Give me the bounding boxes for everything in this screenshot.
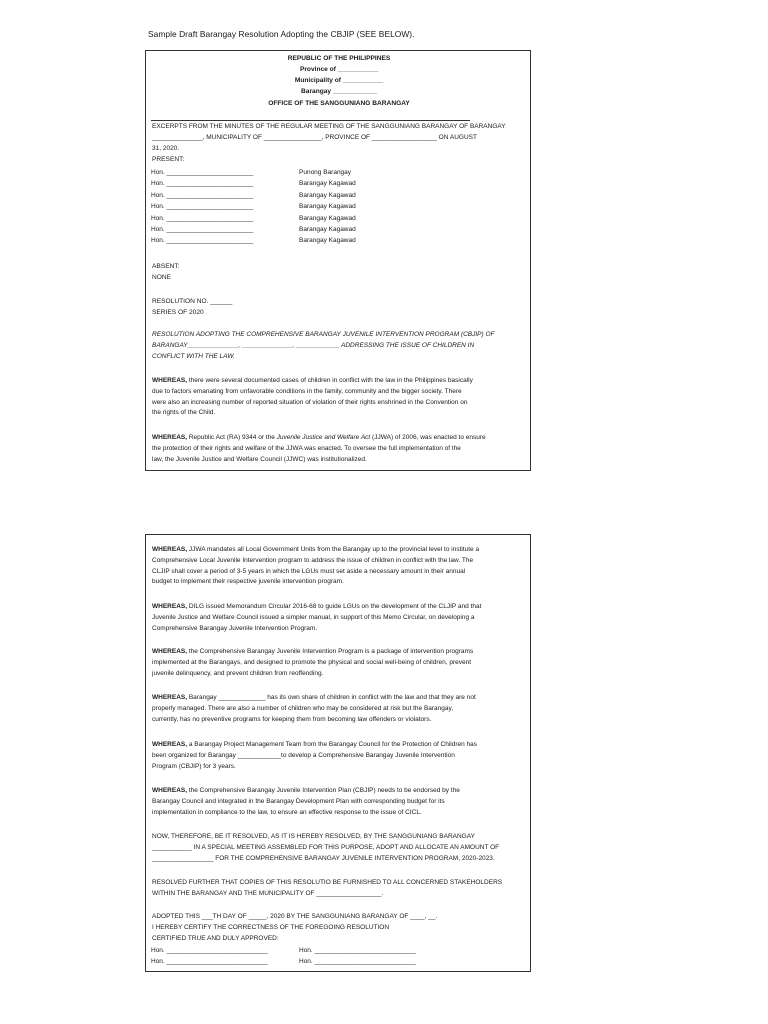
adopted-line: ADOPTED THIS ___TH DAY OF _____, 2020 BY THE SANGGUNIANG BARANGAY OF ____, __. xyxy=(152,913,438,920)
whereas-text: implemented at the Barangays, and designed to promote the physical and social well-being of children, prevent xyxy=(152,658,472,666)
whereas-text: Barangay Council and integrated in the Barangay Development Plan with corresponding budget for its xyxy=(152,797,445,805)
member-role: Punong Barangay xyxy=(299,169,352,176)
signatory-left: Hon. ____________________________ xyxy=(151,947,268,954)
adopted-paragraph xyxy=(152,912,524,944)
resolved-further-paragraph xyxy=(152,878,524,900)
whereas-paragraph xyxy=(152,602,524,634)
whereas-paragraph xyxy=(152,647,524,679)
whereas-text: properly managed. There are also a number of children who may be considered at risk but the Barangay, xyxy=(152,704,454,712)
resolution-page-2 xyxy=(145,534,531,972)
resolved-paragraph xyxy=(152,832,524,864)
whereas-text: the Comprehensive Barangay Juvenile Intervention Plan (CBJIP) needs to be endorsed by the xyxy=(188,787,460,794)
whereas-text: Comprehensive Local Juvenile Intervention program to address the issue of children in conflict with the law. The xyxy=(152,556,474,564)
whereas-text: there were several documented cases of children in conflict with the law in the Philippines basically xyxy=(188,377,473,384)
whereas-text: Juvenile Justice and Welfare Council issued a simpler manual, in support of this Memo Circular, on developing a xyxy=(152,613,475,621)
whereas-text: Barangay _____________ has its own share of children in conflict with the law and that they are not xyxy=(188,694,476,701)
adopted-line: I HEREBY CERTIFY THE CORRECTNESS OF THE FOREGOING RESOLUTION xyxy=(152,923,390,931)
whereas-paragraph xyxy=(152,545,524,588)
whereas-lead: WHEREAS, xyxy=(152,546,188,553)
whereas-lead: WHEREAS, xyxy=(152,648,188,655)
whereas-text: a Barangay Project Management Team from the Barangay Council for the Protection of Children has xyxy=(188,741,478,748)
whereas-text: budget to implement their respective juvenile intervention program. xyxy=(152,578,344,586)
excerpts-line: 31, 2020. xyxy=(152,144,180,152)
signatory-row xyxy=(151,956,416,967)
whereas-text: the rights of the Child. xyxy=(152,409,216,417)
whereas-lead: WHEREAS, xyxy=(152,694,188,701)
member-name: Hon. ________________________ xyxy=(151,191,254,199)
whereas-text: were also an increasing number of reported situation of violation of their rights enshrined in the Convention on xyxy=(152,398,468,406)
whereas-text: CLJIP shall cover a period of 3-5 years in which the LGUs must set aside a necessary amount in their annual xyxy=(152,567,466,575)
resolved-line: ___________ IN A SPECIAL MEETING ASSEMBLED FOR THIS PURPOSE, ADOPT AND ALLOCATE AN AMOUNT OF xyxy=(152,843,500,851)
whereas-text: implementation in compliance to the law, to ensure an effective response to the issue of CICL. xyxy=(152,808,422,816)
adopted-line: CERTIFIED TRUE AND DULY APPROVED: xyxy=(152,934,279,942)
header-republic: REPUBLIC OF THE PHILIPPINES xyxy=(287,55,391,62)
whereas-text: currently, has no preventive programs for keeping them from becoming law offenders or violators. xyxy=(152,715,432,723)
whereas-text: DILG issued Memorandum Circular 2016-68 to guide LGUs on the development of the CLJIP and that xyxy=(188,603,482,610)
resolution-series: SERIES OF 2020 xyxy=(152,309,204,316)
member-name: Hon. ________________________ xyxy=(151,180,254,188)
excerpts-line: EXCERPTS FROM THE MINUTES OF THE REGULAR MEETING OF THE SANGGUNIANG BARANGAY OF BARANGAY xyxy=(152,123,506,130)
whereas-text: due to factors emanating from unfavorable conditions in the family, community and the bigger society. There xyxy=(152,387,462,395)
whereas-paragraph xyxy=(152,786,524,818)
member-name: Hon. ________________________ xyxy=(151,225,254,233)
member-row xyxy=(151,213,356,224)
member-role: Barangay Kagawad xyxy=(299,225,356,233)
member-role: Barangay Kagawad xyxy=(299,237,356,245)
member-name: Hon. ________________________ xyxy=(151,203,254,211)
header-barangay: Barangay ____________ xyxy=(301,88,377,95)
member-name: Hon. ________________________ xyxy=(151,169,254,176)
member-name: Hon. ________________________ xyxy=(151,237,254,245)
whereas-lead: WHEREAS, xyxy=(152,377,188,384)
absent-label: ABSENT: xyxy=(152,263,180,270)
whereas-paragraph xyxy=(152,693,524,725)
header-divider xyxy=(151,120,470,121)
member-row xyxy=(151,235,356,246)
resolution-title xyxy=(152,330,524,362)
resolved-further-line: WITHIN THE BARANGAY AND THE MUNICIPALITY OF __________________. xyxy=(152,889,384,897)
whereas-paragraph xyxy=(152,433,524,465)
signatory-right: Hon. ____________________________ xyxy=(299,947,416,954)
member-row xyxy=(151,190,356,201)
whereas-text: the Comprehensive Barangay Juvenile Intervention Program is a package of intervention programs xyxy=(188,648,474,655)
signatory-left: Hon. ____________________________ xyxy=(151,958,268,966)
resolution-title-line: BARANGAY______________, ______________, ____________ ADDRESSING THE ISSUE OF CHILDREN IN xyxy=(152,341,475,349)
whereas-text: Republic Act (RA) 9344 or the xyxy=(188,434,275,441)
excerpts-paragraph xyxy=(152,122,524,154)
excerpts-line: ______________, MUNICIPALITY OF ________________, PROVINCE OF __________________ ON AUGUST xyxy=(152,133,477,141)
absent-value: NONE xyxy=(152,274,172,281)
page-title: Sample Draft Barangay Resolution Adopting the CBJIP (SEE BELOW). xyxy=(148,29,415,39)
header-province: Province of ___________ xyxy=(299,66,379,73)
resolved-line: NOW, THEREFORE, BE IT RESOLVED, AS IT IS HEREBY RESOLVED, BY THE SANGGUNIANG BARANGAY xyxy=(152,833,475,840)
resolution-page-1 xyxy=(145,50,531,471)
whereas-text: law, the Juvenile Justice and Welfare Council (JJWC) was institutionalized. xyxy=(152,455,367,463)
whereas-text: JJWA mandates all Local Government Units from the Barangay up to the provincial level to institute a xyxy=(188,546,480,553)
member-row xyxy=(151,224,356,235)
whereas-text: Comprehensive Barangay Juvenile Intervention Program. xyxy=(152,624,318,632)
whereas-lead: WHEREAS, xyxy=(152,741,188,748)
whereas-paragraph xyxy=(152,376,524,419)
member-role: Barangay Kagawad xyxy=(299,191,356,199)
resolution-title-line: CONFLICT WITH THE LAW. xyxy=(152,352,236,360)
member-name: Hon. ________________________ xyxy=(151,214,254,222)
member-role: Barangay Kagawad xyxy=(299,180,356,188)
header-office: OFFICE OF THE SANGGUNIANG BARANGAY xyxy=(268,100,410,107)
member-role: Barangay Kagawad xyxy=(299,214,356,222)
resolution-title-line: RESOLUTION ADOPTING THE COMPREHENSIVE BARANGAY JUVENILE INTERVENTION PROGRAM (CBJIP) OF xyxy=(152,331,495,338)
whereas-paragraph xyxy=(152,740,524,772)
signatory-row xyxy=(151,945,416,956)
whereas-text: the protection of their rights and welfare of the JJWA was enacted. To oversee the full implementation of the xyxy=(152,444,461,452)
whereas-text: Program (CBJIP) for 3 years. xyxy=(152,762,236,770)
resolved-line: _________________ FOR THE COMPREHENSIVE BARANGAY JUVENILE INTERVENTION PROGRAM, 2020-2023. xyxy=(152,854,495,862)
present-label: PRESENT: xyxy=(152,156,185,163)
member-role: Barangay Kagawad xyxy=(299,203,356,211)
whereas-lead: WHEREAS, xyxy=(152,434,188,441)
signatories-list xyxy=(151,945,416,968)
member-row xyxy=(151,178,356,189)
act-title: Juvenile Justice and Welfare Act xyxy=(276,434,371,441)
member-row xyxy=(151,167,356,178)
whereas-text: (JJWA) of 2006, was enacted to ensure xyxy=(372,434,486,441)
resolution-number: RESOLUTION NO. ______ xyxy=(152,298,233,305)
whereas-text: juvenile delinquency, and prevent children from reoffending. xyxy=(152,669,324,677)
whereas-lead: WHEREAS, xyxy=(152,603,188,610)
resolved-further-line: RESOLVED FURTHER THAT COPIES OF THIS RESOLUTIO BE FURNISHED TO ALL CONCERNED STAKEHOLDERS xyxy=(152,879,503,886)
whereas-lead: WHEREAS, xyxy=(152,787,188,794)
member-row xyxy=(151,201,356,212)
signatory-right: Hon. ____________________________ xyxy=(299,958,416,966)
members-list xyxy=(151,167,356,247)
whereas-text: been organized for Barangay ____________to develop a Comprehensive Barangay Juvenile Intervention xyxy=(152,751,455,759)
header-municipality: Municipality of ___________ xyxy=(294,77,384,84)
